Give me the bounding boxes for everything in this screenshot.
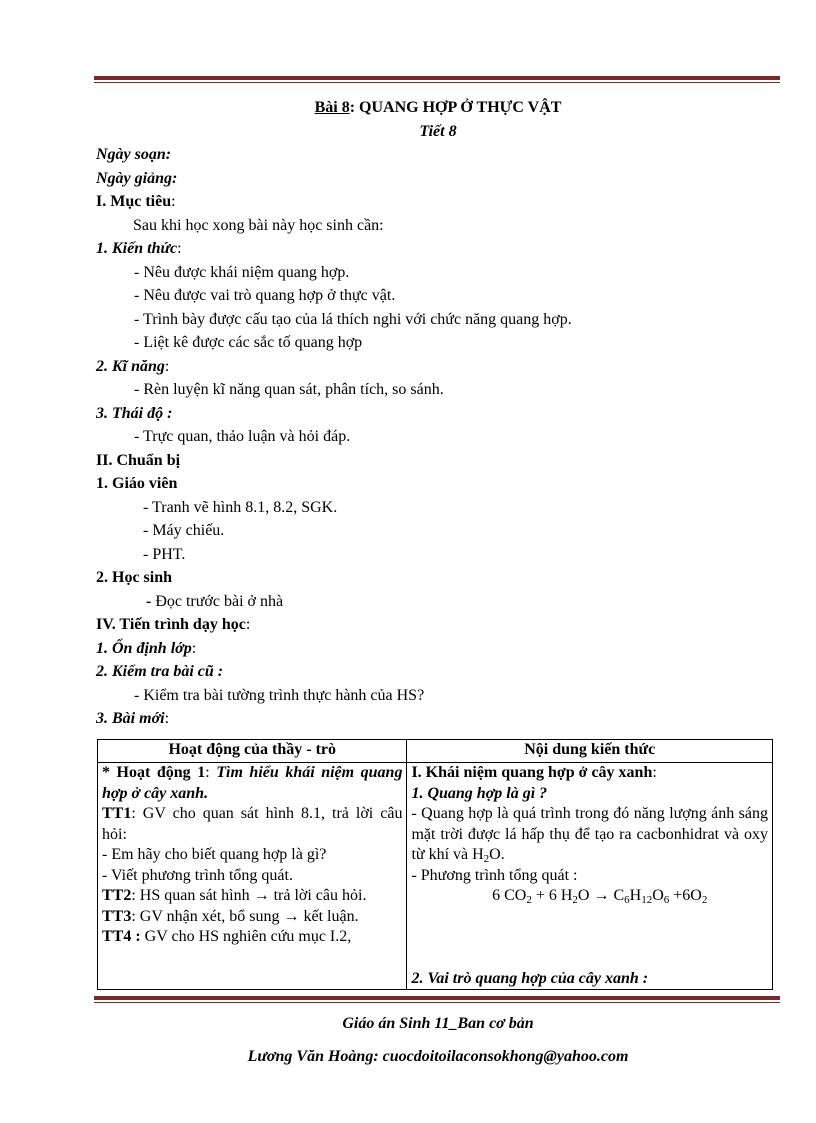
header-content: Nội dung kiến thức: [407, 740, 773, 763]
tt3-text: TT3: GV nhận xét, bổ sung → kết luận.: [102, 907, 359, 925]
table-header-row: [98, 740, 773, 763]
teacher-heading: 1. Giáo viên: [96, 475, 178, 492]
knowledge-heading: 1. Kiến thức:: [96, 240, 182, 257]
question-2: - Viết phương trình tổng quát.: [102, 866, 293, 884]
preparation-heading: II. Chuẩn bị: [96, 451, 181, 469]
knowledge-item: - Liệt kê được các sắc tố quang hợp: [134, 334, 363, 351]
date-taught: Ngày giảng:: [96, 169, 178, 187]
equation-label: - Phương trình tổng quát :: [411, 866, 578, 884]
top-divider: [94, 76, 780, 83]
content-definition: - Quang hợp là quá trình trong đó năng lượng ánh sáng mặt trời được lá hấp thụ để tạo ra cacbonhidrat và oxy từ khí và $H_2O$.: [411, 805, 768, 865]
teacher-item: - PHT.: [143, 545, 186, 563]
bottom-divider: [94, 996, 780, 1003]
question-1: - Em hãy cho biết quang hợp là gì?: [102, 846, 327, 863]
content-sub1: 1. Quang hợp là gì ?: [411, 784, 548, 802]
date-prepared: Ngày soạn:: [96, 146, 172, 163]
tt2-text: TT2: HS quan sát hình → trả lời câu hỏi.: [102, 887, 367, 904]
content-sub2: 2. Vai trò quang hợp của cây xanh :: [411, 969, 649, 987]
objectives-heading: I. Mục tiêu:: [96, 193, 176, 210]
student-heading: 2. Học sinh: [96, 569, 173, 586]
activity-cell: [98, 763, 407, 990]
table-row: [98, 763, 773, 990]
footer-course: Giáo án Sinh 11_Ban cơ bản: [342, 1015, 534, 1032]
step1-heading: 1. Ổn định lớp:: [96, 639, 197, 657]
period-label: Tiết 8: [419, 122, 457, 140]
objectives-intro: Sau khi học xong bài này học sinh cần:: [133, 216, 384, 234]
header-teacher-student: Hoạt động của thầy - trò: [98, 740, 407, 763]
skills-heading: 2. Kĩ năng:: [96, 357, 170, 375]
step3-heading: 3. Bài mới:: [96, 710, 170, 727]
lesson-table: [97, 739, 773, 990]
student-item: - Đọc trước bài ở nhà: [146, 592, 284, 610]
content-section-heading: I. Khái niệm quang hợp ở cây xanh:: [411, 764, 657, 781]
process-heading: IV. Tiến trình dạy học:: [96, 616, 251, 633]
knowledge-item: - Nêu được vai trò quang hợp ở thực vật.: [134, 287, 396, 304]
attitude-item: - Trực quan, thảo luận và hỏi đáp.: [134, 428, 351, 445]
footer-author: Lương Văn Hoàng: cuocdoitoilaconsokhong@yahoo.com: [247, 1048, 629, 1065]
tt1-text: TT1: GV cho quan sát hình 8.1, trả lời câu hỏi:: [102, 805, 403, 843]
knowledge-item: - Nêu được khái niệm quang hợp.: [134, 263, 350, 281]
step2-heading: 2. Kiểm tra bài cũ :: [96, 663, 224, 680]
spacer: [411, 907, 768, 969]
knowledge-item: - Trình bày được cấu tạo của lá thích nghi với chức năng quang hợp.: [134, 310, 572, 328]
skills-item: - Rèn luyện kĩ năng quan sát, phân tích, so sánh.: [134, 381, 444, 398]
content-cell: [407, 763, 773, 990]
tt4-text: TT4 : GV cho HS nghiên cứu mục I.2,: [102, 928, 352, 945]
lesson-document: [96, 96, 780, 731]
activity-title: * Hoạt động 1: Tìm hiểu khái niệm quang hợp ở cây xanh.: [102, 764, 403, 802]
teacher-item: - Tranh vẽ hình 8.1, 8.2, SGK.: [143, 498, 338, 516]
photosynthesis-equation: 6 $CO_2 + 6$ $H_2O \to C_6H_{12}O_6 +6O_2$: [492, 887, 708, 906]
lesson-title: Bài 8: QUANG HỢP Ở THỰC VẬT: [314, 99, 562, 116]
step2-item: - Kiểm tra bài tường trình thực hành của HS?: [134, 686, 425, 704]
teacher-item: - Máy chiếu.: [143, 522, 225, 539]
attitude-heading: 3. Thái độ :: [96, 404, 173, 422]
